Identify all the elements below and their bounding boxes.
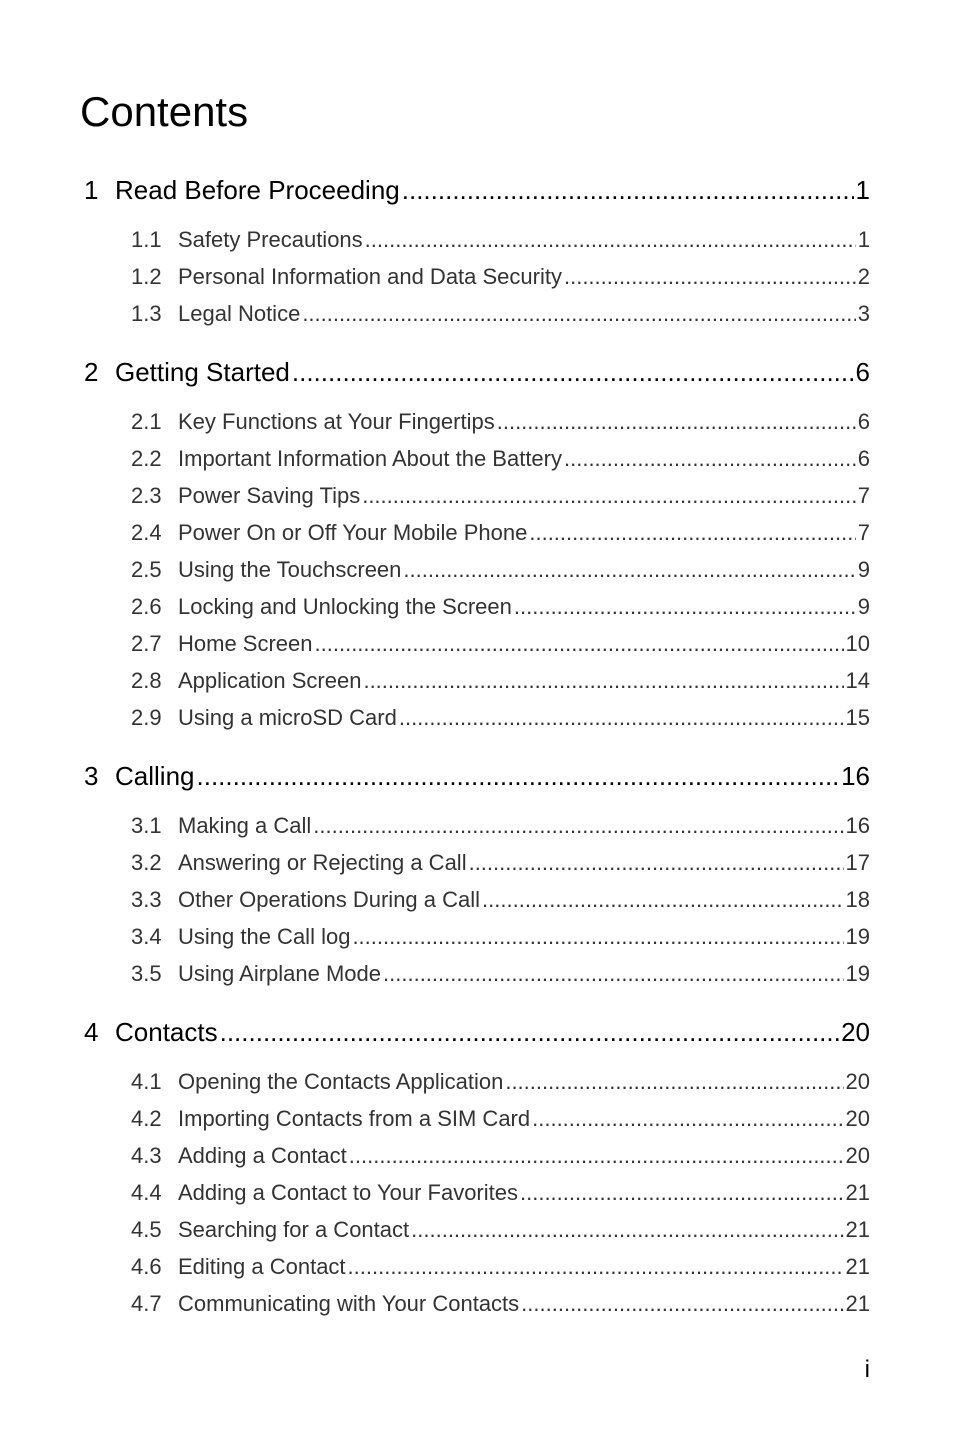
toc-section[interactable] xyxy=(131,408,870,436)
section-page: 1 xyxy=(857,227,870,252)
toc-section[interactable] xyxy=(131,593,870,621)
section-title: Importing Contacts from a SIM Card xyxy=(178,1106,531,1131)
page-number: i xyxy=(864,1356,870,1383)
dot-leader xyxy=(411,1216,843,1244)
section-number: 3.1 xyxy=(131,813,162,838)
section-title: Personal Information and Data Security xyxy=(178,264,562,289)
section-title: Other Operations During a Call xyxy=(178,887,481,912)
chapter-title: Read Before Proceeding xyxy=(115,175,400,205)
dot-leader xyxy=(521,1290,843,1318)
section-number: 4.4 xyxy=(131,1180,162,1205)
section-page: 21 xyxy=(845,1180,870,1205)
chapter-number: 4 xyxy=(84,1017,99,1047)
dot-leader xyxy=(402,174,854,206)
toc-chapter[interactable] xyxy=(84,1016,870,1048)
section-title: Using the Call log xyxy=(178,924,351,949)
section-title: Power Saving Tips xyxy=(178,483,361,508)
toc-section[interactable] xyxy=(131,1290,870,1318)
chapter-page: 20 xyxy=(841,1017,870,1047)
toc-section[interactable] xyxy=(131,960,870,988)
chapter-title: Getting Started xyxy=(115,357,290,387)
section-number: 3.5 xyxy=(131,961,162,986)
dot-leader xyxy=(529,519,855,547)
section-title: Adding a Contact to Your Favorites xyxy=(178,1180,518,1205)
section-number: 4.6 xyxy=(131,1254,162,1279)
toc-section[interactable] xyxy=(131,849,870,877)
section-page: 7 xyxy=(857,483,870,508)
toc-section[interactable] xyxy=(131,1142,870,1170)
dot-leader xyxy=(292,356,854,388)
section-title: Using a microSD Card xyxy=(178,705,397,730)
toc-chapter[interactable] xyxy=(84,174,870,206)
section-title: Searching for a Contact xyxy=(178,1217,410,1242)
section-number: 4.5 xyxy=(131,1217,162,1242)
section-number: 3.4 xyxy=(131,924,162,949)
dot-leader xyxy=(532,1105,843,1133)
section-title: Editing a Contact xyxy=(178,1254,346,1279)
section-page: 16 xyxy=(845,813,870,838)
dot-leader xyxy=(564,263,856,291)
section-title: Power On or Off Your Mobile Phone xyxy=(178,520,528,545)
dot-leader xyxy=(514,593,856,621)
dot-leader xyxy=(313,812,843,840)
section-number: 2.9 xyxy=(131,705,162,730)
toc-section[interactable] xyxy=(131,1068,870,1096)
section-number: 1.1 xyxy=(131,227,162,252)
section-number: 3.2 xyxy=(131,850,162,875)
dot-leader xyxy=(365,226,856,254)
section-number: 2.5 xyxy=(131,557,162,582)
dot-leader xyxy=(399,704,844,732)
section-number: 2.7 xyxy=(131,631,162,656)
toc-section[interactable] xyxy=(131,630,870,658)
section-page: 21 xyxy=(845,1291,870,1316)
section-title: Home Screen xyxy=(178,631,313,656)
toc-section[interactable] xyxy=(131,886,870,914)
section-title: Communicating with Your Contacts xyxy=(178,1291,520,1316)
dot-leader xyxy=(520,1179,844,1207)
chapter-page: 6 xyxy=(855,357,870,387)
dot-leader xyxy=(197,760,840,792)
section-page: 19 xyxy=(845,924,870,949)
dot-leader xyxy=(383,960,844,988)
toc-section[interactable] xyxy=(131,226,870,254)
chapter-page: 1 xyxy=(855,175,870,205)
chapter-number: 2 xyxy=(84,357,99,387)
toc-chapter[interactable] xyxy=(84,356,870,388)
chapter-title: Calling xyxy=(115,761,195,791)
section-title: Safety Precautions xyxy=(178,227,363,252)
toc-section[interactable] xyxy=(131,556,870,584)
toc-section[interactable] xyxy=(131,519,870,547)
dot-leader xyxy=(315,630,844,658)
toc-chapter[interactable] xyxy=(84,760,870,792)
section-page: 17 xyxy=(845,850,870,875)
dot-leader xyxy=(348,1253,844,1281)
toc-section[interactable] xyxy=(131,1216,870,1244)
toc-section[interactable] xyxy=(131,1253,870,1281)
section-title: Legal Notice xyxy=(178,301,301,326)
dot-leader xyxy=(564,445,856,473)
section-page: 20 xyxy=(845,1069,870,1094)
section-number: 3.3 xyxy=(131,887,162,912)
page-title: Contents xyxy=(80,88,249,135)
section-title: Using the Touchscreen xyxy=(178,557,402,582)
dot-leader xyxy=(220,1016,839,1048)
section-title: Locking and Unlocking the Screen xyxy=(178,594,512,619)
chapter-number: 3 xyxy=(84,761,99,791)
section-page: 20 xyxy=(845,1143,870,1168)
section-number: 4.3 xyxy=(131,1143,162,1168)
toc-section[interactable] xyxy=(131,300,870,328)
dot-leader xyxy=(362,482,856,510)
section-page: 15 xyxy=(845,705,870,730)
section-page: 10 xyxy=(845,631,870,656)
toc-section[interactable] xyxy=(131,667,870,695)
section-page: 18 xyxy=(845,887,870,912)
section-title: Making a Call xyxy=(178,813,312,838)
dot-leader xyxy=(363,667,843,695)
section-title: Key Functions at Your Fingertips xyxy=(178,409,495,434)
toc-section[interactable] xyxy=(131,704,870,732)
section-title: Answering or Rejecting a Call xyxy=(178,850,467,875)
section-title: Opening the Contacts Application xyxy=(178,1069,504,1094)
section-page: 9 xyxy=(857,594,870,619)
dot-leader xyxy=(497,408,856,436)
toc-section[interactable] xyxy=(131,812,870,840)
dot-leader xyxy=(403,556,855,584)
section-page: 14 xyxy=(845,668,870,693)
section-page: 6 xyxy=(857,446,870,471)
section-number: 4.7 xyxy=(131,1291,162,1316)
section-title: Using Airplane Mode xyxy=(178,961,382,986)
section-page: 6 xyxy=(857,409,870,434)
section-page: 21 xyxy=(845,1217,870,1242)
toc-section[interactable] xyxy=(131,263,870,291)
dot-leader xyxy=(302,300,855,328)
section-number: 1.3 xyxy=(131,301,162,326)
section-page: 2 xyxy=(857,264,870,289)
section-title: Application Screen xyxy=(178,668,362,693)
chapter-page: 16 xyxy=(841,761,870,791)
section-number: 2.1 xyxy=(131,409,162,434)
dot-leader xyxy=(352,923,843,951)
dot-leader xyxy=(482,886,843,914)
section-page: 3 xyxy=(857,301,870,326)
section-title: Adding a Contact xyxy=(178,1143,347,1168)
section-number: 2.8 xyxy=(131,668,162,693)
section-title: Important Information About the Battery xyxy=(178,446,562,471)
section-number: 2.3 xyxy=(131,483,162,508)
chapter-title: Contacts xyxy=(115,1017,218,1047)
section-number: 4.2 xyxy=(131,1106,162,1131)
toc-section[interactable] xyxy=(131,923,870,951)
chapter-number: 1 xyxy=(84,175,99,205)
toc-section[interactable] xyxy=(131,1105,870,1133)
toc-section[interactable] xyxy=(131,482,870,510)
section-number: 2.4 xyxy=(131,520,162,545)
section-number: 1.2 xyxy=(131,264,162,289)
dot-leader xyxy=(469,849,844,877)
section-number: 2.2 xyxy=(131,446,162,471)
toc-section[interactable] xyxy=(131,445,870,473)
section-page: 7 xyxy=(857,520,870,545)
section-page: 21 xyxy=(845,1254,870,1279)
toc-section[interactable] xyxy=(131,1179,870,1207)
dot-leader xyxy=(349,1142,844,1170)
section-page: 9 xyxy=(857,557,870,582)
section-number: 2.6 xyxy=(131,594,162,619)
section-page: 19 xyxy=(845,961,870,986)
section-page: 20 xyxy=(845,1106,870,1131)
dot-leader xyxy=(505,1068,843,1096)
section-number: 4.1 xyxy=(131,1069,162,1094)
